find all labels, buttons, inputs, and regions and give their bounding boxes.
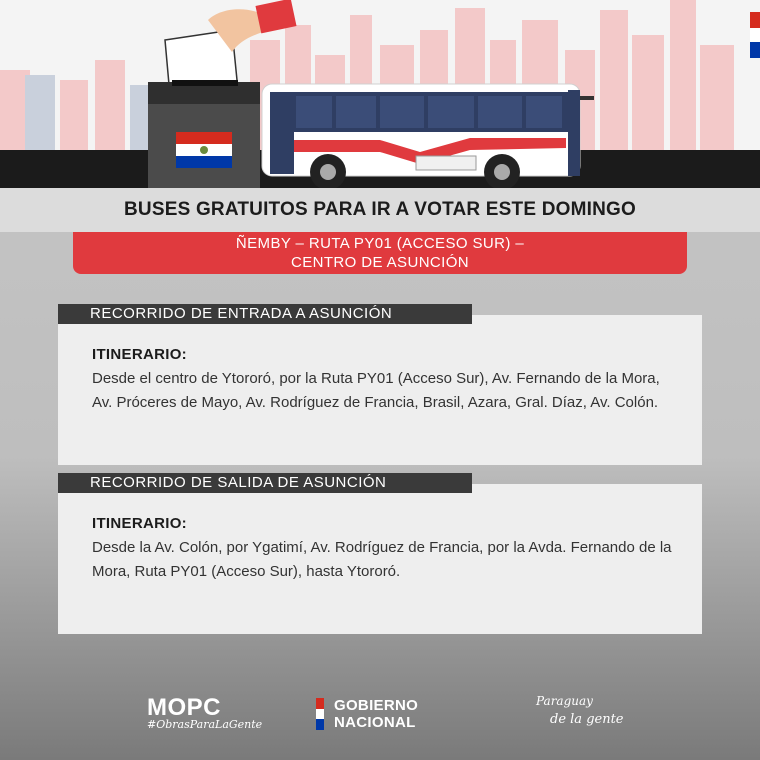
entry-route-heading: RECORRIDO DE ENTRADA A ASUNCIÓN: [58, 304, 472, 324]
hero-scene: [0, 0, 760, 188]
paraguay-logo-line-2: de la gente: [550, 712, 624, 727]
itinerary-text: Desde la Av. Colón, por Ygatimí, Av. Rodríguez de Francia, por la Avda. Fernando de la Mora, Ruta PY01 (Acceso Sur), hasta Ytororó.: [92, 539, 672, 580]
itinerary-text: Desde el centro de Ytororó, por la Ruta PY01 (Acceso Sur), Av. Fernando de la Mora, Av. Próceres de Mayo, Av. Rodríguez de Francia, Brasil, Azara, Gral. Díaz, Av. Colón.: [92, 370, 660, 411]
gobierno-line-1: GOBIERNO: [334, 697, 419, 714]
entry-route-body: [92, 346, 682, 415]
gobierno-line-2: NACIONAL: [334, 714, 416, 731]
bus-icon: [262, 84, 594, 188]
gobierno-flag-icon: [316, 698, 324, 730]
exit-route-heading: RECORRIDO DE SALIDA DE ASUNCIÓN: [58, 473, 472, 493]
gobierno-nacional-logo: [334, 697, 418, 731]
itinerary-label: ITINERARIO:: [92, 346, 187, 363]
hero-illustration: [0, 0, 760, 188]
page-title: BUSES GRATUITOS PARA IR A VOTAR ESTE DOMINGO: [124, 199, 636, 220]
route-line-1: ÑEMBY – RUTA PY01 (ACCESO SUR) –: [235, 235, 525, 252]
skyline-blue: [25, 75, 152, 150]
exit-route-body: [92, 515, 682, 584]
paraguay-flag-icon: [750, 12, 760, 58]
mopc-logo: MOPC: [147, 694, 221, 721]
mopc-tagline: #ObrasParaLaGente: [147, 718, 263, 731]
route-banner: [73, 232, 687, 274]
title-bar: [0, 188, 760, 232]
itinerary-label: ITINERARIO:: [92, 515, 187, 532]
route-line-2: CENTRO DE ASUNCIÓN: [290, 254, 470, 271]
paraguay-logo-line-1: Paraguay: [536, 694, 593, 708]
